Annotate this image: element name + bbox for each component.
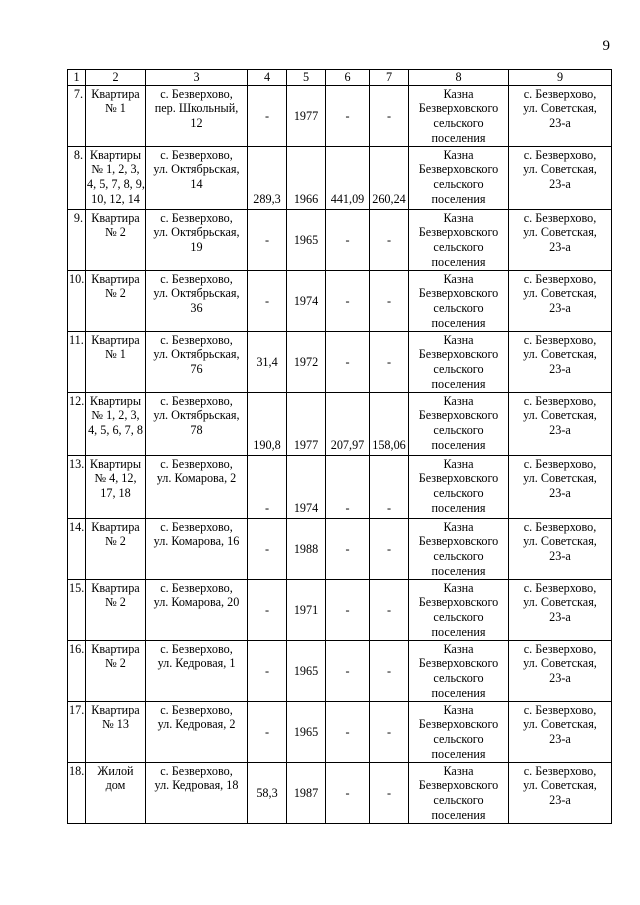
location <box>509 392 612 455</box>
object-address-line: ул. Комарова, 2 <box>156 471 237 486</box>
object-address-line: ул. Комарова, 20 <box>153 595 240 610</box>
area-value: - <box>248 85 287 146</box>
object-address-line: ул. Комарова, 16 <box>153 534 240 549</box>
object-name-line: № 2 <box>105 225 126 240</box>
year-value: 1974 <box>287 270 326 331</box>
col6-value: - <box>326 518 370 579</box>
owner-line: Казна <box>443 456 474 471</box>
year-value: 1977 <box>287 392 326 455</box>
owner-line: поселения <box>431 807 486 822</box>
owner-line: Казна <box>443 763 474 778</box>
owner-line: сельского <box>433 549 484 564</box>
object-name-line: № 4, 12, <box>94 471 137 486</box>
object-address-line: ул. Октябрьская, <box>153 408 240 423</box>
header-cell: 6 <box>326 70 370 86</box>
owner-line: Безверховского <box>418 162 499 177</box>
location-line: 23-а <box>549 177 571 192</box>
object-address-line: с. Безверхово, <box>160 147 233 162</box>
object-address <box>146 85 248 146</box>
owner-line: Безверховского <box>418 286 499 301</box>
owner-line: сельского <box>433 301 484 316</box>
owner-line: поселения <box>431 500 486 515</box>
object-name-line: Квартиры <box>89 456 142 471</box>
object-address <box>146 701 248 762</box>
col6-value: - <box>326 701 370 762</box>
year-value: 1972 <box>287 331 326 392</box>
object-name-line: Квартиры <box>89 393 142 408</box>
col6-value: - <box>326 270 370 331</box>
owner-line: Казна <box>443 702 474 717</box>
object-address-line: с. Безверхово, <box>160 641 233 656</box>
col6-value: - <box>326 640 370 701</box>
header-cell: 5 <box>287 70 326 86</box>
page-number: 9 <box>602 38 610 54</box>
row-number: 10. <box>68 270 86 331</box>
location-line: 23-а <box>549 486 571 501</box>
object-address-line: 12 <box>190 116 203 131</box>
object-address <box>146 270 248 331</box>
table-row <box>68 579 612 640</box>
owner-line: поселения <box>431 685 486 700</box>
location-line: с. Безверхово, <box>523 332 597 347</box>
object-name <box>86 331 146 392</box>
location-line: с. Безверхово, <box>523 147 597 162</box>
owner-line: Казна <box>443 332 474 347</box>
year-value: 1965 <box>287 640 326 701</box>
object-name-line: Квартиры <box>89 147 142 162</box>
location-line: ул. Советская, <box>523 595 597 610</box>
object-name-line: № 1, 2, 3, <box>91 162 140 177</box>
object-name <box>86 85 146 146</box>
owner-line: Казна <box>443 210 474 225</box>
object-address-line: 14 <box>190 177 203 192</box>
owner-line: поселения <box>431 746 486 761</box>
owner-line: Безверховского <box>418 225 499 240</box>
location-line: ул. Советская, <box>523 101 597 116</box>
object-address-line: 78 <box>190 423 203 438</box>
owner <box>409 270 509 331</box>
owner-line: Безверховского <box>418 347 499 362</box>
table-row <box>68 85 612 146</box>
owner <box>409 331 509 392</box>
area-value: 58,3 <box>248 762 287 823</box>
object-name <box>86 518 146 579</box>
year-value: 1971 <box>287 579 326 640</box>
location-line: с. Безверхово, <box>523 393 597 408</box>
col7-value: - <box>370 331 409 392</box>
table-row <box>68 331 612 392</box>
row-number: 17. <box>68 701 86 762</box>
location-line: с. Безверхово, <box>523 702 597 717</box>
col6-value: - <box>326 579 370 640</box>
location-line: с. Безверхово, <box>523 519 597 534</box>
header-cell: 9 <box>509 70 612 86</box>
location-line: с. Безверхово, <box>523 580 597 595</box>
row-number: 11. <box>68 331 86 392</box>
object-name-line: № 2 <box>105 595 126 610</box>
object-address-line: 36 <box>190 301 203 316</box>
object-address-line: с. Безверхово, <box>160 271 233 286</box>
location <box>509 455 612 518</box>
area-value: - <box>248 640 287 701</box>
object-address-line: с. Безверхово, <box>160 393 233 408</box>
owner-line: поселения <box>431 563 486 578</box>
row-number: 13. <box>68 455 86 518</box>
row-number: 9. <box>68 209 86 270</box>
object-name <box>86 270 146 331</box>
area-value: 289,3 <box>248 146 287 209</box>
col7-value: - <box>370 762 409 823</box>
object-name-line: Квартира <box>91 332 140 347</box>
row-number: 12. <box>68 392 86 455</box>
object-name <box>86 392 146 455</box>
col7-value: - <box>370 640 409 701</box>
location-line: с. Безверхово, <box>523 763 597 778</box>
object-name <box>86 455 146 518</box>
object-address-line: ул. Октябрьская, <box>153 286 240 301</box>
col7-value: - <box>370 518 409 579</box>
col6-value: - <box>326 85 370 146</box>
row-number: 7. <box>68 85 86 146</box>
row-number: 8. <box>68 146 86 209</box>
owner <box>409 146 509 209</box>
year-value: 1974 <box>287 455 326 518</box>
row-number: 15. <box>68 579 86 640</box>
location-line: с. Безверхово, <box>523 271 597 286</box>
location <box>509 270 612 331</box>
location-line: 23-а <box>549 732 571 747</box>
object-name-line: Жилой <box>97 763 134 778</box>
year-value: 1977 <box>287 85 326 146</box>
object-address-line: ул. Октябрьская, <box>153 347 240 362</box>
object-name-line: Квартира <box>91 271 140 286</box>
table-row <box>68 270 612 331</box>
owner-line: Безверховского <box>418 656 499 671</box>
object-address <box>146 518 248 579</box>
object-name-line: № 1 <box>105 101 126 116</box>
owner-line: Безверховского <box>418 101 499 116</box>
object-name-line: 4, 5, 7, 8, 9, <box>87 177 145 192</box>
object-name <box>86 209 146 270</box>
area-value: - <box>248 270 287 331</box>
object-address <box>146 579 248 640</box>
location <box>509 209 612 270</box>
header-row <box>68 70 612 86</box>
table-row <box>68 640 612 701</box>
object-name-line: дом <box>105 778 126 793</box>
location <box>509 85 612 146</box>
object-address-line: с. Безверхово, <box>160 86 233 101</box>
area-value: - <box>248 579 287 640</box>
owner-line: Безверховского <box>418 717 499 732</box>
object-address-line: 19 <box>190 240 203 255</box>
col7-value: - <box>370 209 409 270</box>
owner-line: Казна <box>443 271 474 286</box>
owner-line: Казна <box>443 519 474 534</box>
object-name-line: 17, 18 <box>100 486 131 501</box>
owner <box>409 85 509 146</box>
object-name-line: № 1, 2, 3, <box>91 408 140 423</box>
owner-line: Безверховского <box>418 778 499 793</box>
owner-line: Казна <box>443 641 474 656</box>
table-row <box>68 518 612 579</box>
header-cell: 2 <box>86 70 146 86</box>
owner-line: Безверховского <box>418 408 499 423</box>
location-line: с. Безверхово, <box>523 86 597 101</box>
col6-value: - <box>326 331 370 392</box>
owner-line: сельского <box>433 486 484 501</box>
object-name <box>86 640 146 701</box>
object-address <box>146 762 248 823</box>
col7-value: - <box>370 455 409 518</box>
object-address-line: с. Безверхово, <box>160 456 233 471</box>
object-address <box>146 392 248 455</box>
owner-line: сельского <box>433 671 484 686</box>
col6-value: 441,09 <box>326 146 370 209</box>
owner-line: Безверховского <box>418 471 499 486</box>
location-line: ул. Советская, <box>523 471 597 486</box>
owner-line: поселения <box>431 315 486 330</box>
owner-line: Казна <box>443 580 474 595</box>
object-address-line: с. Безверхово, <box>160 332 233 347</box>
location-line: 23-а <box>549 671 571 686</box>
object-name-line: Квартира <box>91 580 140 595</box>
owner-line: сельского <box>433 610 484 625</box>
location-line: с. Безверхово, <box>523 456 597 471</box>
col6-value: - <box>326 455 370 518</box>
owner <box>409 762 509 823</box>
owner <box>409 701 509 762</box>
header-cell: 4 <box>248 70 287 86</box>
owner-line: Казна <box>443 393 474 408</box>
table-row <box>68 209 612 270</box>
object-address-line: ул. Кедровая, 2 <box>157 717 236 732</box>
location-line: ул. Советская, <box>523 162 597 177</box>
area-value: - <box>248 518 287 579</box>
location-line: 23-а <box>549 549 571 564</box>
object-address-line: 76 <box>190 362 203 377</box>
object-address-line: ул. Октябрьская, <box>153 162 240 177</box>
property-table <box>67 69 612 824</box>
header-cell: 7 <box>370 70 409 86</box>
location-line: 23-а <box>549 793 571 808</box>
location-line: ул. Советская, <box>523 534 597 549</box>
object-name-line: 10, 12, 14 <box>91 191 140 206</box>
object-address-line: пер. Школьный, <box>154 101 239 116</box>
header-cell: 8 <box>409 70 509 86</box>
location <box>509 331 612 392</box>
year-value: 1965 <box>287 701 326 762</box>
owner-line: Безверховского <box>418 534 499 549</box>
col6-value: - <box>326 762 370 823</box>
owner-line: сельского <box>433 362 484 377</box>
location-line: ул. Советская, <box>523 347 597 362</box>
object-address-line: с. Безверхово, <box>160 702 233 717</box>
location <box>509 579 612 640</box>
object-name <box>86 579 146 640</box>
object-address <box>146 209 248 270</box>
area-value: - <box>248 455 287 518</box>
object-name-line: № 2 <box>105 656 126 671</box>
owner <box>409 392 509 455</box>
object-address <box>146 146 248 209</box>
location-line: 23-а <box>549 362 571 377</box>
owner <box>409 640 509 701</box>
object-name-line: № 13 <box>102 717 129 732</box>
location <box>509 762 612 823</box>
owner-line: сельского <box>433 240 484 255</box>
year-value: 1966 <box>287 146 326 209</box>
object-address-line: с. Безверхово, <box>160 580 233 595</box>
col7-value: - <box>370 701 409 762</box>
object-address <box>146 455 248 518</box>
owner <box>409 455 509 518</box>
object-name <box>86 701 146 762</box>
owner-line: сельского <box>433 732 484 747</box>
header-cell: 3 <box>146 70 248 86</box>
owner-line: сельского <box>433 116 484 131</box>
col7-value: - <box>370 270 409 331</box>
year-value: 1988 <box>287 518 326 579</box>
area-value: 190,8 <box>248 392 287 455</box>
area-value: - <box>248 701 287 762</box>
object-name-line: Квартира <box>91 210 140 225</box>
location-line: с. Безверхово, <box>523 210 597 225</box>
owner-line: сельского <box>433 793 484 808</box>
header-cell: 1 <box>68 70 86 86</box>
owner-line: Казна <box>443 147 474 162</box>
year-value: 1987 <box>287 762 326 823</box>
col7-value: - <box>370 579 409 640</box>
table-row <box>68 455 612 518</box>
owner-line: поселения <box>431 254 486 269</box>
area-value: 31,4 <box>248 331 287 392</box>
owner-line: поселения <box>431 437 486 452</box>
table-row <box>68 762 612 823</box>
object-name-line: 4, 5, 6, 7, 8 <box>88 423 143 438</box>
object-name-line: № 2 <box>105 534 126 549</box>
object-address-line: с. Безверхово, <box>160 519 233 534</box>
area-value: - <box>248 209 287 270</box>
object-address-line: с. Безверхово, <box>160 763 233 778</box>
col7-value: - <box>370 85 409 146</box>
location-line: с. Безверхово, <box>523 641 597 656</box>
owner <box>409 579 509 640</box>
owner-line: поселения <box>431 191 486 206</box>
object-name-line: Квартира <box>91 86 140 101</box>
location-line: 23-а <box>549 423 571 438</box>
object-address <box>146 331 248 392</box>
year-value: 1965 <box>287 209 326 270</box>
owner <box>409 209 509 270</box>
location-line: ул. Советская, <box>523 408 597 423</box>
owner-line: поселения <box>431 376 486 391</box>
location <box>509 146 612 209</box>
location-line: ул. Советская, <box>523 778 597 793</box>
location <box>509 640 612 701</box>
object-name-line: Квартира <box>91 641 140 656</box>
col6-value: - <box>326 209 370 270</box>
owner-line: сельского <box>433 423 484 438</box>
location-line: ул. Советская, <box>523 656 597 671</box>
location-line: ул. Советская, <box>523 717 597 732</box>
table-row <box>68 701 612 762</box>
object-address-line: ул. Кедровая, 18 <box>154 778 239 793</box>
object-name-line: № 1 <box>105 347 126 362</box>
row-number: 16. <box>68 640 86 701</box>
table-body <box>68 70 612 824</box>
object-name-line: Квартира <box>91 702 140 717</box>
object-name-line: № 2 <box>105 286 126 301</box>
location-line: ул. Советская, <box>523 225 597 240</box>
owner-line: сельского <box>433 177 484 192</box>
table-row <box>68 392 612 455</box>
object-address-line: ул. Октябрьская, <box>153 225 240 240</box>
object-name <box>86 146 146 209</box>
location-line: ул. Советская, <box>523 286 597 301</box>
object-name-line: Квартира <box>91 519 140 534</box>
owner <box>409 518 509 579</box>
row-number: 18. <box>68 762 86 823</box>
col7-value: 260,24 <box>370 146 409 209</box>
table-row <box>68 146 612 209</box>
row-number: 14. <box>68 518 86 579</box>
col6-value: 207,97 <box>326 392 370 455</box>
object-address <box>146 640 248 701</box>
location-line: 23-а <box>549 240 571 255</box>
location-line: 23-а <box>549 610 571 625</box>
owner-line: Безверховского <box>418 595 499 610</box>
location <box>509 518 612 579</box>
location <box>509 701 612 762</box>
owner-line: поселения <box>431 130 486 145</box>
location-line: 23-а <box>549 116 571 131</box>
owner-line: Казна <box>443 86 474 101</box>
object-name <box>86 762 146 823</box>
object-address-line: с. Безверхово, <box>160 210 233 225</box>
col7-value: 158,06 <box>370 392 409 455</box>
owner-line: поселения <box>431 624 486 639</box>
object-address-line: ул. Кедровая, 1 <box>157 656 236 671</box>
location-line: 23-а <box>549 301 571 316</box>
